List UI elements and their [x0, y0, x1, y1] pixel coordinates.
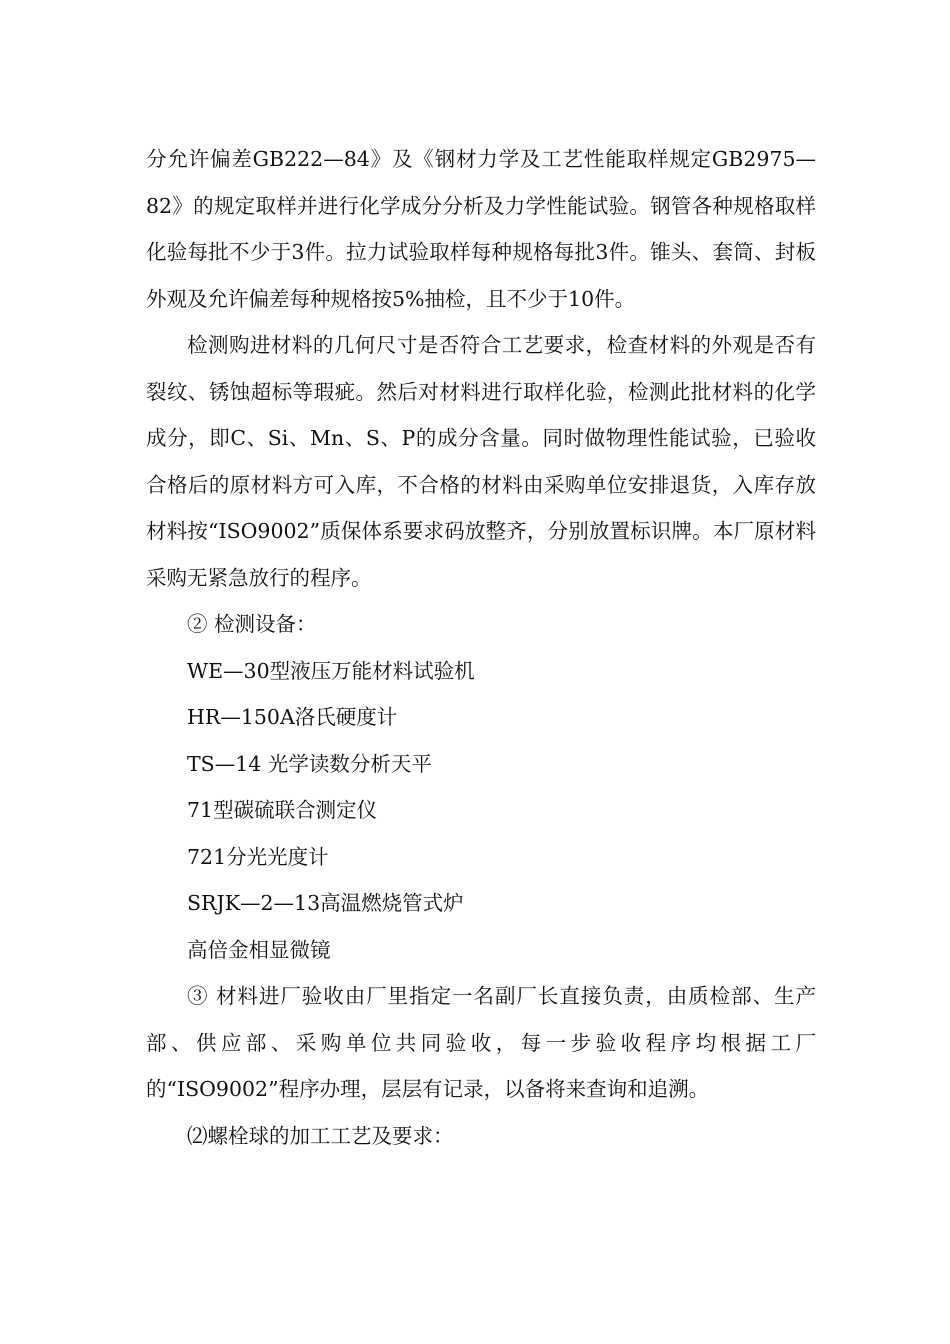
equipment-item: 721分光光度计	[187, 844, 329, 869]
equipment-item: TS—14 光学读数分析天平	[187, 751, 432, 776]
paragraph-material-inspection: 检测购进材料的几何尺寸是否符合工艺要求，检查材料的外观是否有裂纹、锈蚀超标等瑕疵。然后对材料进行取样化验，检测此批材料的化学成分，即C、Si、Mn、S、P的成分含量。同时做物理性能试验，已验收合格后的原材料方可入库，不合格的材料由采购单位安排退货，入库存放材料按“ISO9002”质保体系要求码放整齐，分别放置标识牌。本厂原材料采购无紧急放行的程序。	[146, 333, 816, 590]
equipment-heading: ② 检测设备：	[187, 612, 317, 636]
equipment-item: WE—30型液压万能材料试验机	[187, 658, 475, 683]
equipment-item: HR—150A洛氏硬度计	[187, 705, 398, 729]
section-heading-bolt-ball: ⑵螺栓球的加工工艺及要求：	[187, 1123, 454, 1148]
paragraph-acceptance-procedure: ③ 材料进厂验收由厂里指定一名副厂长直接负责，由质检部、生产部、供应部、采购单位共同验收，每一步验收程序均根据工厂的“ISO9002”程序办理，层层有记录，以备将来查询和追溯。	[146, 984, 816, 1101]
document-body	[146, 136, 816, 1159]
paragraph-sampling-rules: 分允许偏差GB222—84》及《钢材力学及工艺性能取样规定GB2975—82》的规定取样并进行化学成分分析及力学性能试验。钢管各种规格取样化验每批不少于3件。拉力试验取样每种规格每批3件。锥头、套筒、封板外观及允许偏差每种规格按5%抽检，且不少于10件。	[146, 147, 816, 311]
equipment-item: SRJK—2—13高温燃烧管式炉	[187, 891, 464, 915]
equipment-item: 高倍金相显微镜	[187, 937, 331, 962]
equipment-item: 71型碳硫联合测定仪	[187, 798, 378, 822]
